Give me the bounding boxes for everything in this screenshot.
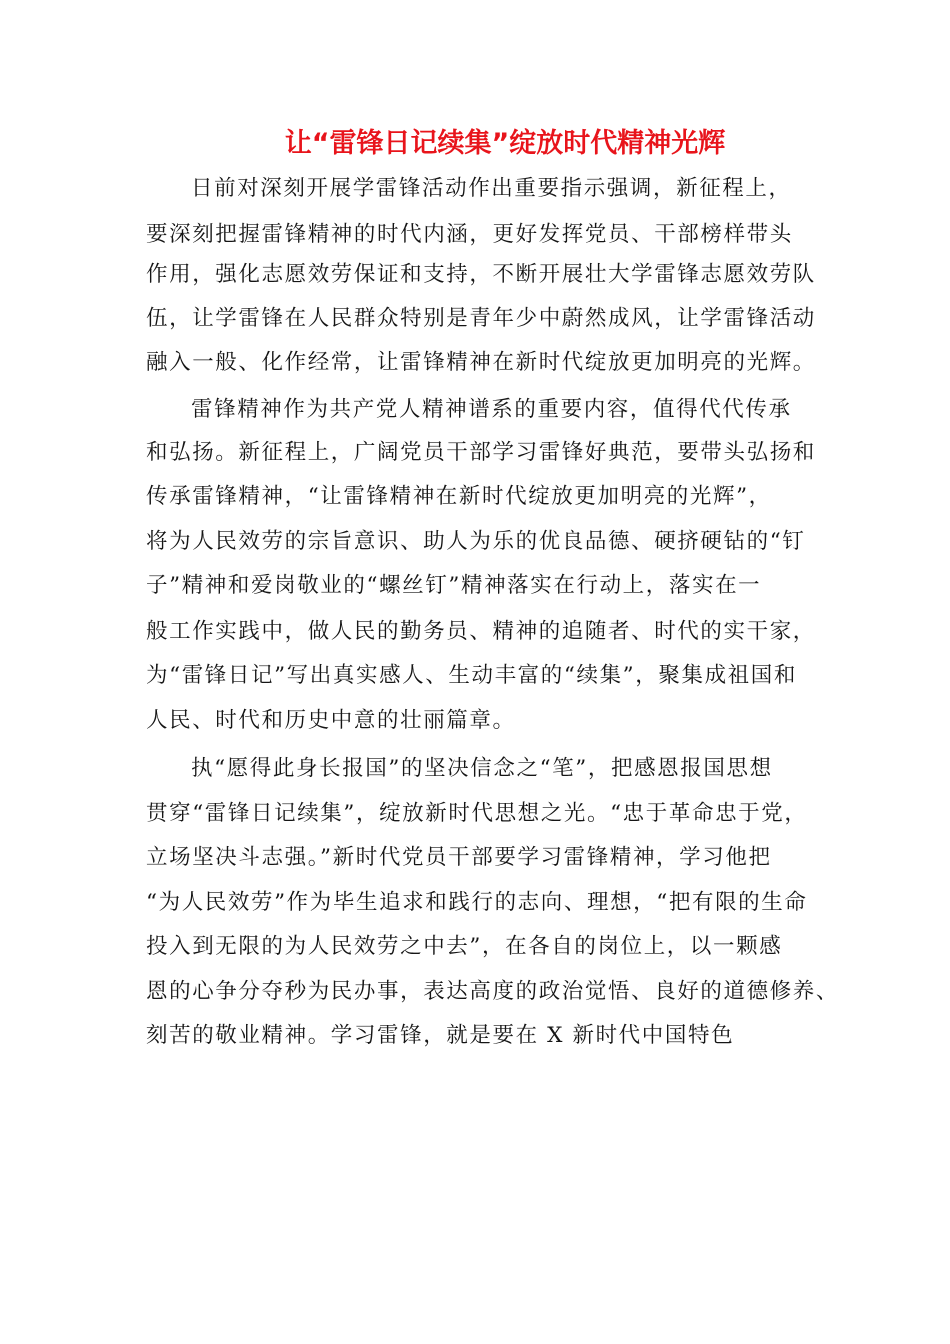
paragraph-3-line-4: “为人民效劳”作为毕生追求和践行的志向、理想，“把有限的生命 <box>146 890 808 915</box>
paragraph-2-line-2: 和弘扬。新征程上，广阔党员干部学习雷锋好典范，要带头弘扬和 <box>146 440 816 465</box>
paragraph-3-line-7: 刻苦的敬业精神。学习雷锋，就是要在 X 新时代中国特色 <box>146 1023 735 1048</box>
document-title: 让“雷锋日记续集”绽放时代精神光辉 <box>284 128 726 159</box>
paragraph-3-line-2: 贯穿“雷锋日记续集”，绽放新时代思想之光。“忠于革命忠于党， <box>146 801 808 826</box>
paragraph-2-line-5: 子”精神和爱岗敬业的“螺丝钉”精神落实在行动上，落实在一 <box>146 573 762 598</box>
paragraph-2-line-3: 传承雷锋精神，“让雷锋精神在新时代绽放更加明亮的光辉”， <box>146 484 772 509</box>
paragraph-2-line-7: 为“雷锋日记”写出真实感人、生动丰富的“续集”，聚集成祖国和 <box>146 663 797 688</box>
paragraph-3-line-3: 立场坚决斗志强。”新时代党员干部要学习雷锋精神，学习他把 <box>146 845 772 870</box>
paragraph-1-line-5: 融入一般、化作经常，让雷锋精神在新时代绽放更加明亮的光辉。 <box>146 350 816 375</box>
paragraph-2-line-1: 雷锋精神作为共产党人精神谱系的重要内容，值得代代传承 <box>191 397 792 422</box>
paragraph-2-line-6: 般工作实践中，做人民的勤务员、精神的追随者、时代的实干家， <box>146 619 816 644</box>
paragraph-1-line-4: 伍，让学雷锋在人民群众特别是青年少中蔚然成风，让学雷锋活动 <box>146 306 816 331</box>
paragraph-1-line-2: 要深刻把握雷锋精神的时代内涵，更好发挥党员、干部榜样带头 <box>146 222 793 247</box>
paragraph-3-line-6: 恩的心争分夺秒为民办事，表达高度的政治觉悟、良好的道德修养、 <box>146 979 840 1004</box>
paragraph-1-line-1: 日前对深刻开展学雷锋活动作出重要指示强调，新征程上， <box>191 176 792 201</box>
paragraph-2-line-8: 人民、时代和历史中意的壮丽篇章。 <box>146 708 516 733</box>
paragraph-3-line-5: 投入到无限的为人民效劳之中去”，在各自的岗位上，以一颗感 <box>146 934 783 959</box>
paragraph-2-line-4: 将为人民效劳的宗旨意识、助人为乐的优良品德、硬挤硬钻的“钉 <box>146 529 806 554</box>
paragraph-1-line-3: 作用，强化志愿效劳保证和支持，不断开展壮大学雷锋志愿效劳队 <box>146 262 816 287</box>
paragraph-3-line-1: 执“愿得此身长报国”的坚决信念之“笔”，把感恩报国思想 <box>191 756 773 781</box>
